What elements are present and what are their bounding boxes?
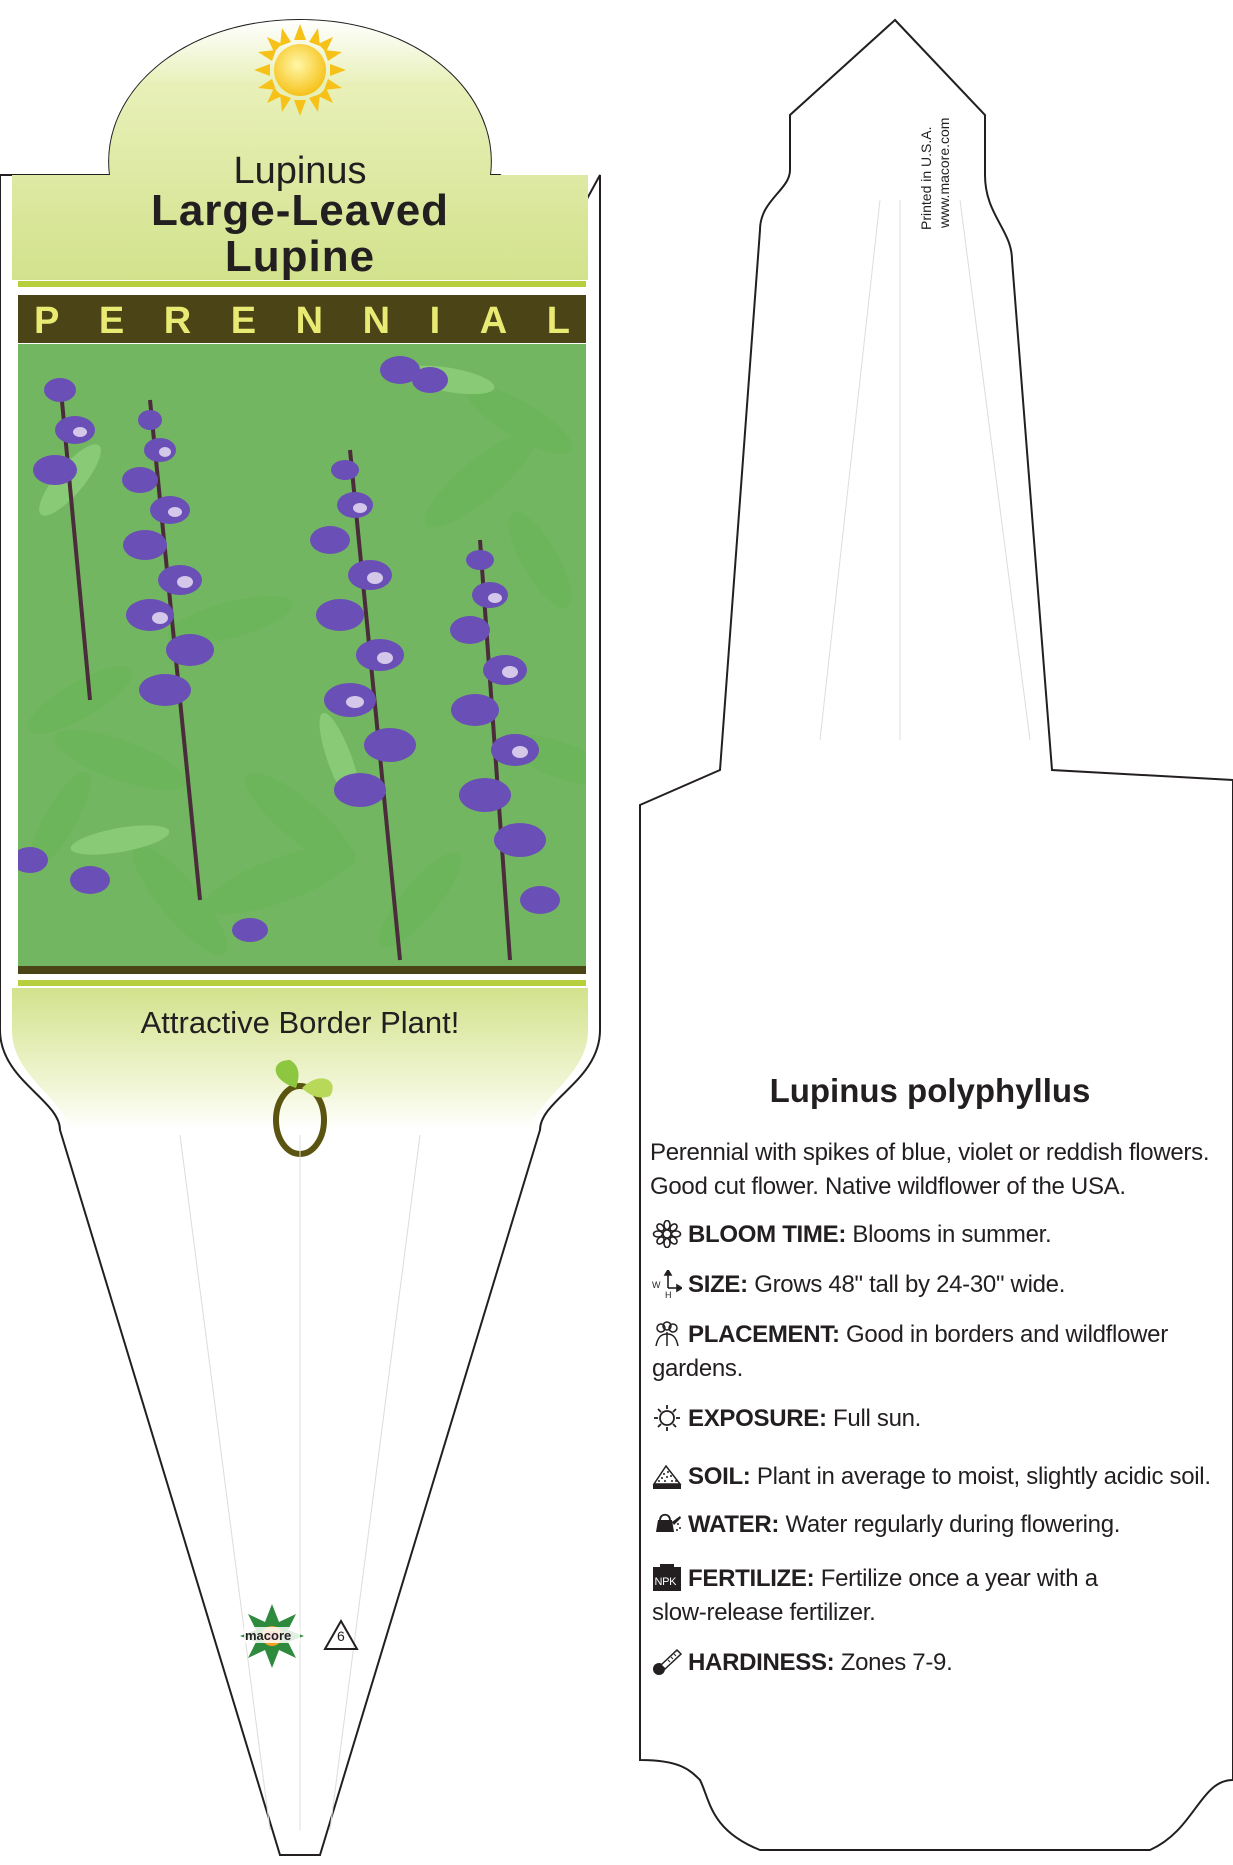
sun-icon bbox=[254, 24, 346, 116]
care-label: HARDINESS: bbox=[688, 1649, 835, 1676]
description-line-2: Good cut flower. Native wildflower of the USA. bbox=[650, 1173, 1126, 1200]
care-text: Fertilize once a year with a bbox=[820, 1565, 1098, 1592]
npk-icon bbox=[652, 1564, 682, 1592]
website: www.macore.com bbox=[936, 117, 952, 228]
care-fertilize bbox=[652, 1562, 1212, 1630]
brand-name: macore bbox=[245, 1628, 292, 1643]
category-letter: E bbox=[98, 299, 125, 342]
care-text: Zones 7-9. bbox=[840, 1649, 953, 1676]
category-letter: R bbox=[163, 299, 192, 342]
svg-text:W: W bbox=[652, 1280, 661, 1290]
care-size bbox=[652, 1268, 1212, 1302]
size-icon bbox=[652, 1270, 682, 1298]
category-letter: I bbox=[429, 299, 441, 342]
care-label: EXPOSURE: bbox=[688, 1405, 827, 1432]
printed-in-usa: Printed in U.S.A. bbox=[918, 126, 934, 230]
care-text: Plant in average to moist, slightly acidic soil. bbox=[756, 1463, 1211, 1490]
recycle-code: 6 bbox=[337, 1628, 345, 1644]
care-label: SOIL: bbox=[688, 1463, 751, 1490]
category-letter: L bbox=[546, 299, 570, 342]
care-text: Good in borders and wildflower bbox=[846, 1321, 1168, 1348]
care-placement bbox=[652, 1318, 1212, 1386]
care-exposure bbox=[652, 1402, 1212, 1436]
care-hardiness bbox=[652, 1646, 1212, 1680]
common-name bbox=[0, 188, 600, 280]
tagline: Attractive Border Plant! bbox=[140, 1005, 460, 1040]
description bbox=[650, 1136, 1210, 1204]
category-banner-text bbox=[18, 300, 586, 342]
placement-icon bbox=[652, 1320, 682, 1348]
category-letter: A bbox=[479, 299, 508, 342]
care-text: Grows 48" tall by 24-30" wide. bbox=[754, 1271, 1066, 1298]
sun-icon bbox=[652, 1404, 682, 1432]
care-water bbox=[652, 1508, 1212, 1542]
care-text-continued: slow-release fertilizer. bbox=[652, 1599, 876, 1626]
care-label: WATER: bbox=[688, 1511, 780, 1538]
care-label: SIZE: bbox=[688, 1271, 748, 1298]
description-line-1: Perennial with spikes of blue, violet or reddish flowers. bbox=[650, 1139, 1210, 1166]
care-label: BLOOM TIME: bbox=[688, 1221, 847, 1248]
care-label: FERTILIZE: bbox=[688, 1565, 815, 1592]
svg-text:H: H bbox=[665, 1290, 672, 1298]
care-text: Water regularly during flowering. bbox=[785, 1511, 1121, 1538]
svg-text:NPK: NPK bbox=[654, 1576, 677, 1588]
photo-bottom-rule bbox=[18, 966, 586, 974]
care-bloom-time bbox=[652, 1218, 1212, 1252]
plant-photo bbox=[12, 344, 623, 966]
watering-can-icon bbox=[652, 1510, 682, 1538]
care-text: Blooms in summer. bbox=[852, 1221, 1052, 1248]
care-text-continued: gardens. bbox=[652, 1355, 743, 1382]
thermometer-icon bbox=[652, 1648, 682, 1676]
care-text: Full sun. bbox=[833, 1405, 922, 1432]
common-name-line-2: Lupine bbox=[224, 232, 376, 281]
soil-icon bbox=[652, 1462, 682, 1490]
photo-bottom-rule-green bbox=[18, 980, 586, 986]
category-letter: E bbox=[230, 299, 257, 342]
category-letter: N bbox=[362, 299, 391, 342]
genus-name: Lupinus bbox=[233, 150, 367, 192]
care-soil bbox=[652, 1460, 1212, 1494]
common-name-line-1: Large-Leaved bbox=[150, 186, 450, 235]
category-letter: N bbox=[295, 299, 324, 342]
title-rule bbox=[18, 281, 586, 287]
flower-icon bbox=[652, 1220, 682, 1248]
botanical-name: Lupinus polyphyllus bbox=[769, 1072, 1091, 1109]
care-label: PLACEMENT: bbox=[688, 1321, 840, 1348]
category-letter: P bbox=[34, 299, 60, 342]
